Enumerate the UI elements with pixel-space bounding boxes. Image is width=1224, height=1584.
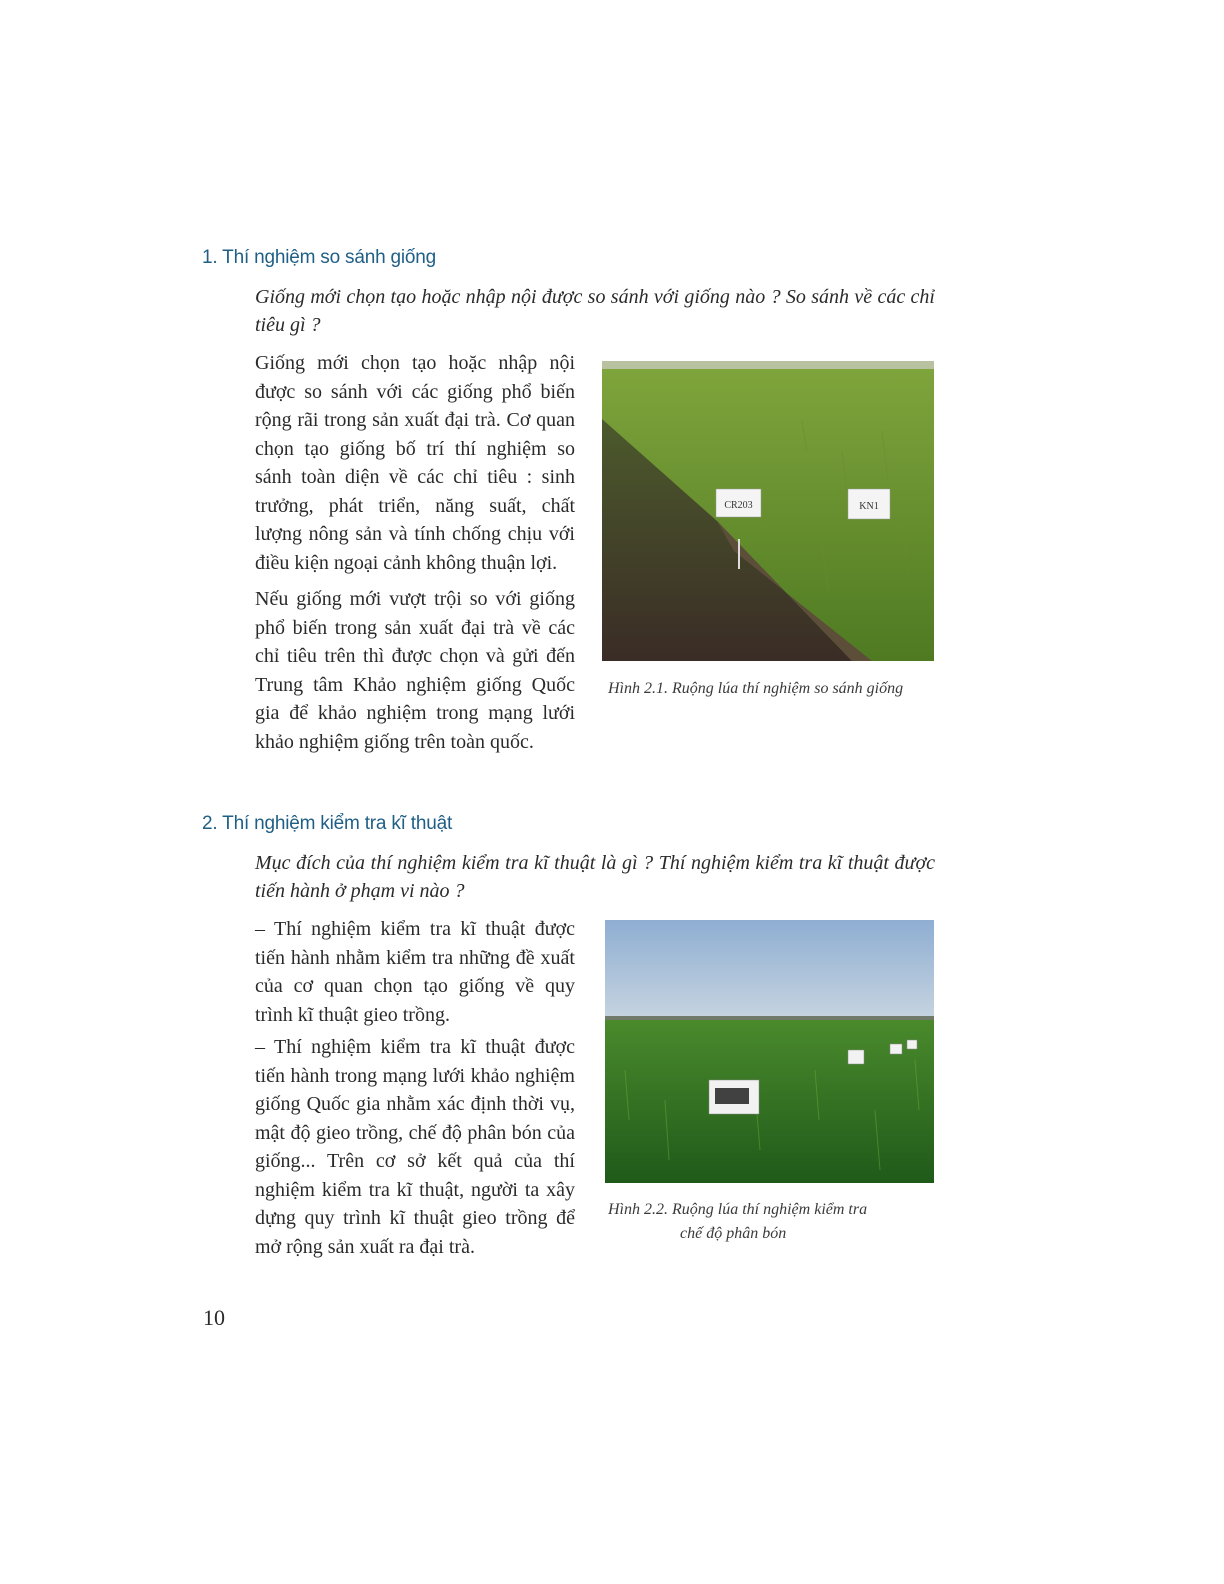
page-number: 10 [203,1305,225,1330]
sign-cr203-label: CR203 [724,500,753,511]
section-2-heading: 2. Thí nghiệm kiểm tra kĩ thuật [202,813,453,834]
figure-2-2-caption-line-2: chế độ phân bón [680,1225,787,1242]
section-2-question: Mục đích của thí nghiệm kiểm tra kĩ thuật là gì ? Thí nghiệm kiểm tra kĩ thuật được tiến hành ở phạm vi nào ? [255,852,935,902]
section-1-paragraph-1: Giống mới chọn tạo hoặc nhập nội được so sánh với các giống phổ biến rộng rãi trong sản xuất đại trà. Cơ quan chọn tạo giống bố trí thí nghiệm so sánh toàn diện về các chỉ tiêu : sinh trưởng, phát triển, năng suất, chất lượng nông sản và tính chống chịu với điều kiện ngoại cảnh không thuận lợi. [255,352,575,574]
figure-2-1-photo [602,361,934,661]
field-sign-far-1 [890,1044,902,1054]
figure-2-2-caption-line-1: Hình 2.2. Ruộng lúa thí nghiệm kiểm tra [608,1201,868,1218]
section-1-question: Giống mới chọn tạo hoặc nhập nội được so sánh với giống nào ? So sánh về các chỉ tiêu gì ? [255,286,935,336]
section-2-paragraph-1: – Thí nghiệm kiểm tra kĩ thuật được tiến hành nhằm kiểm tra những đề xuất của cơ quan chọn tạo giống về quy trình kĩ thuật gieo trồng. [255,918,575,1026]
section-1-paragraph-2: Nếu giống mới vượt trội so với giống phổ biến trong sản xuất đại trà về các chỉ tiêu trên thì được chọn và gửi đến Trung tâm Khảo nghiệm giống Quốc gia để khảo nghiệm trong mạng lưới khảo nghiệm giống trên toàn quốc. [255,588,575,753]
field-sign-middle [848,1050,864,1064]
field-sign-far-2 [907,1040,917,1049]
section-1-heading: 1. Thí nghiệm so sánh giống [202,247,437,268]
section-2-body [255,915,575,1261]
figure-2-2-photo [605,920,934,1183]
section-1-body [255,349,575,756]
section-2-paragraph-2: – Thí nghiệm kiểm tra kĩ thuật được tiến hành trong mạng lưới khảo nghiệm giống Quốc gia nhằm xác định thời vụ, mật độ gieo trồng, chế độ phân bón của giống... Trên cơ sở kết quả của thí nghiệm kiểm tra kĩ thuật, người ta xây dựng quy trình kĩ thuật gieo trồng để mở rộng sản xuất ra đại trà. [255,1036,575,1258]
figure-2-1-caption: Hình 2.1. Ruộng lúa thí nghiệm so sánh giống [608,680,904,697]
sign-kn1-label: KN1 [859,501,879,512]
